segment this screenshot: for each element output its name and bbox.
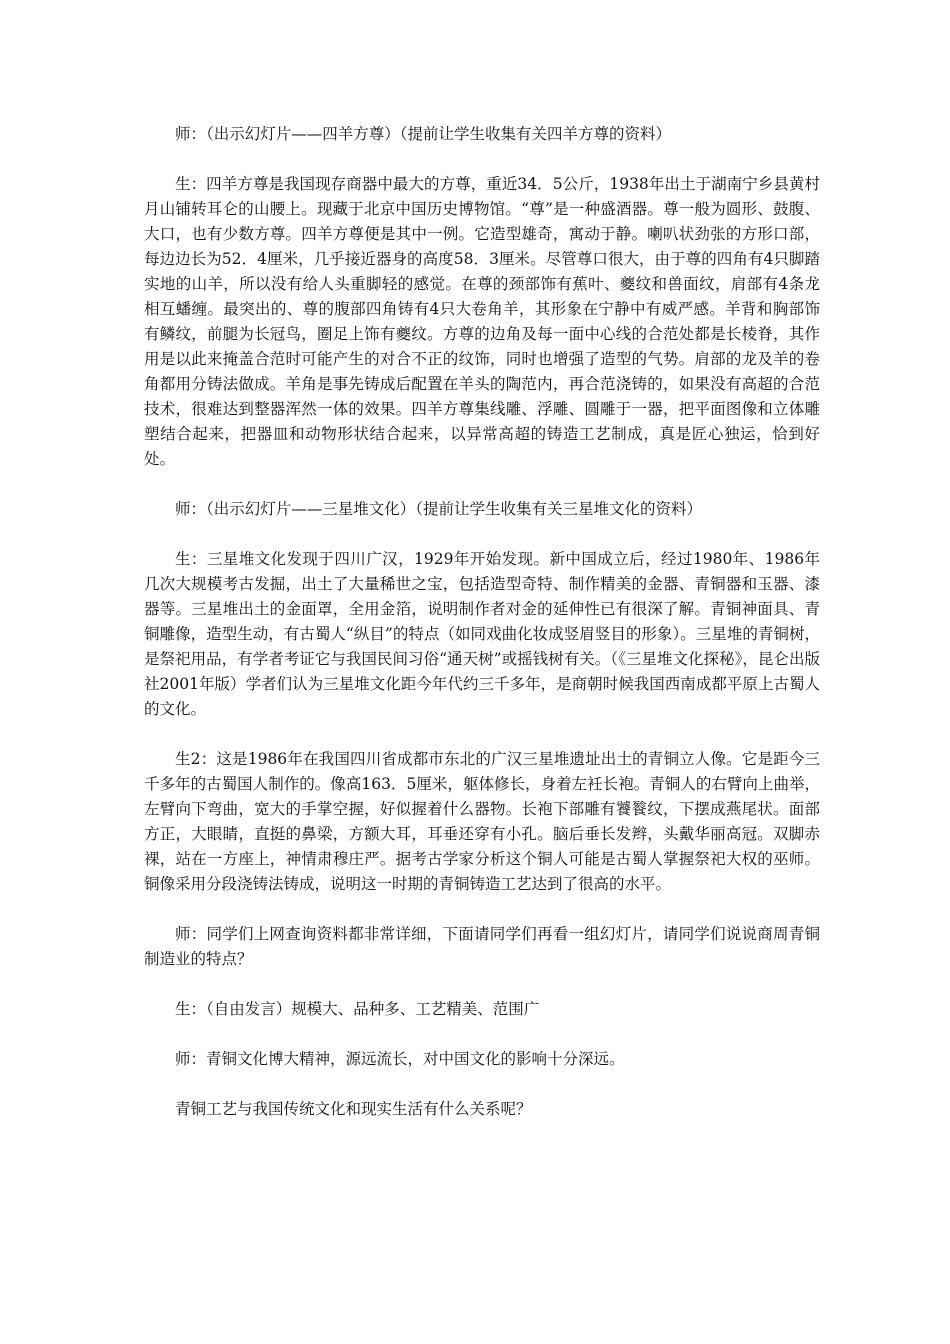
paragraph-student-four-goat-zun: 生：四羊方尊是我国现存商器中最大的方尊，重近34．5公斤，1938年出土于湖南宁乡县黄村月山铺转耳仑的山腰上。现藏于北京中国历史博物馆。“尊”是一种盛酒器。尊一般为圆形、鼓腹、大口，也有少数方尊。四羊方尊便是其中一例。它造型雄奇，寓动于静。喇叭状劲张的方形口部，每边边长为52．4厘米，几乎接近器身的高度58．3厘米。尽管尊口很大，由于尊的四角有4只脚踏实地的山羊，所以没有给人头重脚轻的感觉。在尊的颈部饰有蕉叶、夔纹和兽面纹，肩部有4条龙相互蟠缠。最突出的、尊的腹部四角铸有4只大卷角羊，其形象在宁静中有威严感。羊背和胸部饰有鳞纹，前腿为长冠鸟，圈足上饰有夔纹。方尊的边角及每一面中心线的合范处都是长棱脊，其作用是以此来掩盖合范时可能产生的对合不正的纹饰，同时也增强了造型的气势。肩部的龙及羊的卷角都用分铸法做成。羊角是事先铸成后配置在羊头的陶范内，再合范浇铸的，如果没有高超的合范技术，很难达到整器浑然一体的效果。四羊方尊集线雕、浮雕、圆雕于一器，把平面图像和立体雕塑结合起来，把器皿和动物形状结合起来，以异常高超的铸造工艺制成，真是匠心独运，恰到好处。: [144, 175, 820, 468]
paragraph-student2-bronze-figure: 生2：这是1986年在我国四川省成都市东北的广汉三星堆遗址出土的青铜立人像。它是距今三千多年的古蜀国人制作的。像高163．5厘米，躯体修长，身着左衽长袍。青铜人的右臂向上曲举，左臂向下弯曲，宽大的手掌空握，好似握着什么器物。长袍下部雕有饕餮纹，下摆成燕尾状。面部方正，大眼睛，直挺的鼻梁，方额大耳，耳垂还穿有小孔。脑后垂长发辫，头戴华丽高冠。双脚赤裸，站在一方座上，神情肃穆庄严。据考古学家分析这个铜人可能是古蜀人掌握祭祀大权的巫师。铜像采用分段浇铸法铸成，说明这一时期的青铜铸造工艺达到了很高的水平。: [144, 750, 820, 893]
paragraph-teacher-slide-four-goat-zun: 师：（出示幻灯片——四羊方尊）（提前让学生收集有关四羊方尊的资料）: [175, 125, 672, 143]
paragraph-student-answer: 生：（自由发言）规模大、品种多、工艺精美、范围广: [175, 1000, 540, 1018]
document-body: [144, 122, 820, 1147]
paragraph-student-sanxingdui: 生：三星堆文化发现于四川广汉，1929年开始发现。新中国成立后，经过1980年、1986年几次大规模考古发掘，出土了大量稀世之宝，包括造型奇特、制作精美的金器、青铜器和玉器、漆器等。三星堆出土的金面罩，全用金箔，说明制作者对金的延伸性已有很深了解。青铜神面具、青铜雕像，造型生动，有古蜀人“纵目”的特点（如同戏曲化妆成竖眉竖目的形象）。三星堆的青铜树，是祭祀用品，有学者考证它与我国民间习俗“通天树”或摇钱树有关。（《三星堆文化探秘》，昆仑出版社2001年版）学者们认为三星堆文化距今年代约三千多年，是商朝时候我国西南成都平原上古蜀人的文化。: [144, 550, 820, 718]
paragraph-teacher-question: 师：同学们上网查询资料都非常详细，下面请同学们再看一组幻灯片，请同学们说说商周青铜制造业的特点？: [144, 925, 820, 968]
paragraph-teacher-slide-sanxingdui: 师：（出示幻灯片——三星堆文化）（提前让学生收集有关三星堆文化的资料）: [175, 500, 703, 518]
paragraph-closing-question: 青铜工艺与我国传统文化和现实生活有什么关系呢？: [175, 1100, 532, 1118]
paragraph-teacher-summary: 师：青铜文化博大精神，源远流长，对中国文化的影响十分深远。: [175, 1050, 625, 1068]
